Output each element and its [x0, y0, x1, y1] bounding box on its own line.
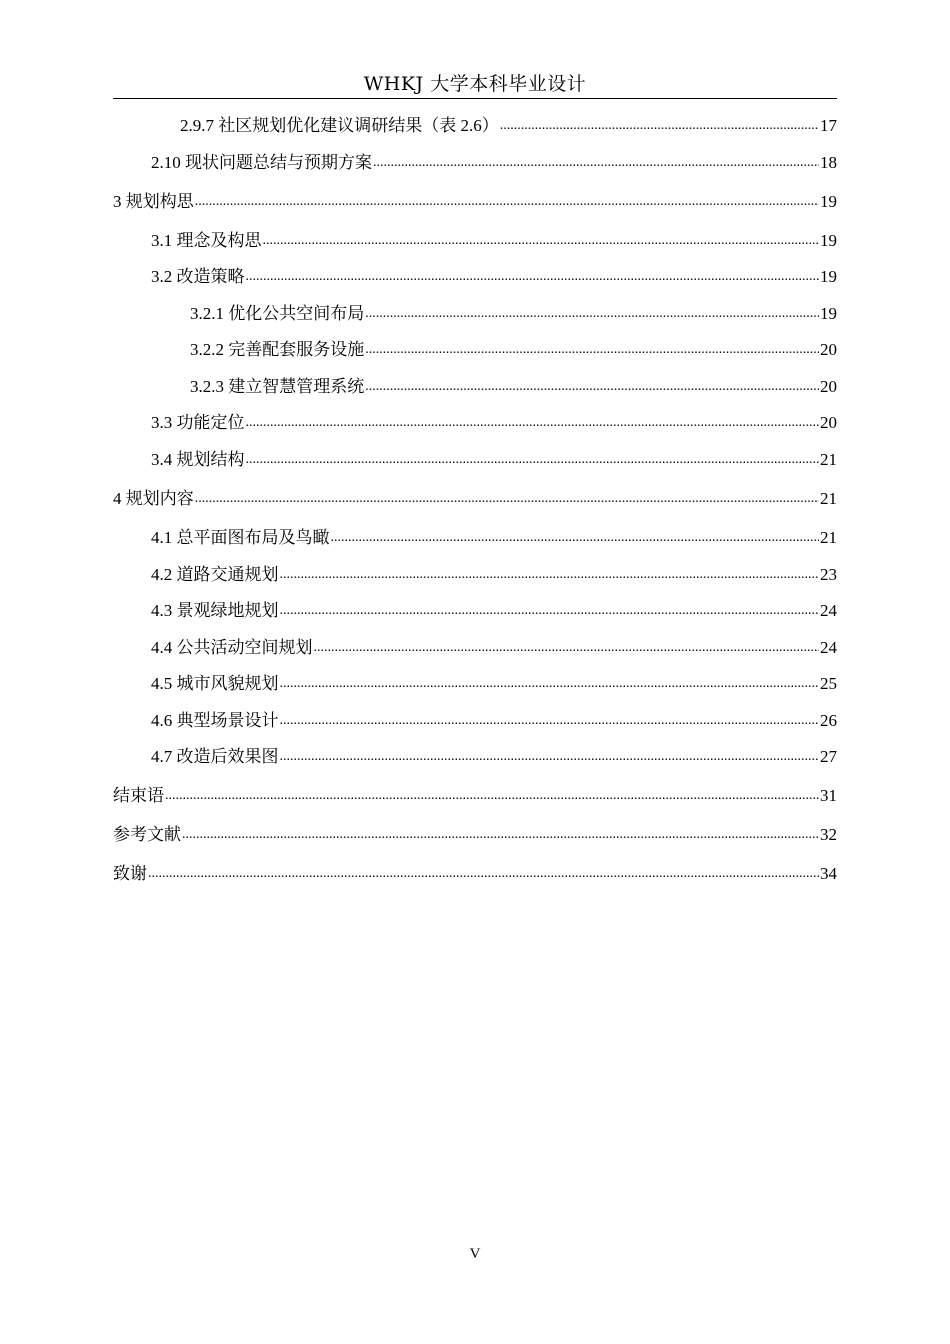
- toc-dot-leader: [263, 231, 820, 251]
- toc-entry-label: 致谢: [113, 864, 147, 883]
- toc-entry-label: 4 规划内容: [113, 489, 194, 508]
- toc-entry-label: 4.4 公共活动空间规划: [151, 638, 313, 657]
- toc-entry-page: 31: [820, 786, 837, 805]
- toc-entry-2-9-7[interactable]: [180, 114, 837, 138]
- toc-dot-leader: [280, 674, 820, 694]
- toc-entry-page: 20: [820, 413, 837, 432]
- toc-entry-page: 19: [820, 231, 837, 250]
- toc-entry-label: 4.7 改造后效果图: [151, 747, 279, 766]
- toc-entry-4-2[interactable]: [151, 563, 837, 587]
- toc-entry-4-4[interactable]: [151, 636, 837, 660]
- toc-entry-3-2-3[interactable]: [190, 375, 837, 399]
- toc-entry-3-2-2[interactable]: [190, 338, 837, 362]
- toc-entry-conclusion[interactable]: [113, 784, 837, 808]
- toc-dot-leader: [195, 192, 819, 212]
- toc-dot-leader: [280, 711, 820, 731]
- page-number: V: [469, 1246, 481, 1262]
- toc-entry-label: 4.2 道路交通规划: [151, 565, 279, 584]
- toc-entry-page: 20: [820, 377, 837, 396]
- toc-entry-label: 2.10 现状问题总结与预期方案: [151, 153, 372, 172]
- toc-entry-page: 19: [820, 304, 837, 323]
- toc-dot-leader: [246, 413, 820, 433]
- toc-entry-acknowledgements[interactable]: [113, 862, 837, 886]
- toc-entry-3[interactable]: [113, 190, 837, 214]
- header-rule: [113, 98, 837, 99]
- toc-entry-label: 3.2.2 完善配套服务设施: [190, 340, 365, 359]
- toc-entry-page: 27: [820, 747, 837, 766]
- toc-entry-page: 23: [820, 565, 837, 584]
- toc-entry-3-4[interactable]: [151, 448, 837, 472]
- toc-entry-label: 4.1 总平面图布局及鸟瞰: [151, 528, 330, 547]
- toc-entry-label: 3.2.3 建立智慧管理系统: [190, 377, 365, 396]
- toc-dot-leader: [280, 747, 820, 767]
- toc-entry-label: 参考文献: [113, 825, 181, 844]
- toc-dot-leader: [365, 377, 819, 397]
- toc-entry-page: 21: [820, 489, 837, 508]
- toc-dot-leader: [195, 489, 819, 509]
- toc-entry-label: 3.2.1 优化公共空间布局: [190, 304, 365, 323]
- toc-entry-3-2[interactable]: [151, 265, 837, 289]
- toc-entry-4-6[interactable]: [151, 709, 837, 733]
- toc-entry-references[interactable]: [113, 823, 837, 847]
- toc-entry-label: 3.4 规划结构: [151, 450, 245, 469]
- toc-entry-4-1[interactable]: [151, 526, 837, 550]
- toc-entry-page: 19: [820, 192, 837, 211]
- toc-entry-page: 32: [820, 825, 837, 844]
- toc-dot-leader: [182, 825, 819, 845]
- toc-entry-label: 2.9.7 社区规划优化建议调研结果（表 2.6）: [180, 116, 499, 135]
- toc-dot-leader: [148, 864, 819, 884]
- toc-entry-label: 4.5 城市风貌规划: [151, 674, 279, 693]
- toc-dot-leader: [331, 528, 820, 548]
- toc-dot-leader: [280, 565, 820, 585]
- toc-dot-leader: [373, 153, 819, 173]
- toc-entry-label: 4.3 景观绿地规划: [151, 601, 279, 620]
- toc-entry-page: 18: [820, 153, 837, 172]
- toc-entry-4[interactable]: [113, 487, 837, 511]
- toc-dot-leader: [500, 116, 819, 136]
- toc-dot-leader: [165, 786, 819, 806]
- toc-entry-page: 25: [820, 674, 837, 693]
- toc-dot-leader: [246, 450, 820, 470]
- toc-entry-label: 3.3 功能定位: [151, 413, 245, 432]
- toc-entry-label: 3.1 理念及构思: [151, 231, 262, 250]
- toc-entry-4-7[interactable]: [151, 745, 837, 769]
- toc-entry-4-3[interactable]: [151, 599, 837, 623]
- toc-entry-2-10[interactable]: [151, 151, 837, 175]
- toc-entry-label: 3.2 改造策略: [151, 267, 245, 286]
- toc-dot-leader: [280, 601, 820, 621]
- toc-entry-page: 21: [820, 450, 837, 469]
- toc-dot-leader: [365, 340, 819, 360]
- toc-entry-page: 20: [820, 340, 837, 359]
- toc-entry-page: 19: [820, 267, 837, 286]
- toc-entry-3-1[interactable]: [151, 229, 837, 253]
- toc-entry-label: 结束语: [113, 786, 164, 805]
- toc-entry-3-3[interactable]: [151, 411, 837, 435]
- toc-dot-leader: [365, 304, 819, 324]
- toc-entry-page: 21: [820, 528, 837, 547]
- toc-entry-page: 26: [820, 711, 837, 730]
- toc-entry-label: 3 规划构思: [113, 192, 194, 211]
- toc-entry-4-5[interactable]: [151, 672, 837, 696]
- toc-dot-leader: [314, 638, 820, 658]
- toc-dot-leader: [246, 267, 820, 287]
- toc-entry-page: 24: [820, 638, 837, 657]
- toc-entry-page: 17: [820, 116, 837, 135]
- toc-entry-3-2-1[interactable]: [190, 302, 837, 326]
- toc-entry-page: 34: [820, 864, 837, 883]
- page-header-title: WHKJ 大学本科毕业设计: [363, 73, 587, 95]
- toc-entry-page: 24: [820, 601, 837, 620]
- toc-entry-label: 4.6 典型场景设计: [151, 711, 279, 730]
